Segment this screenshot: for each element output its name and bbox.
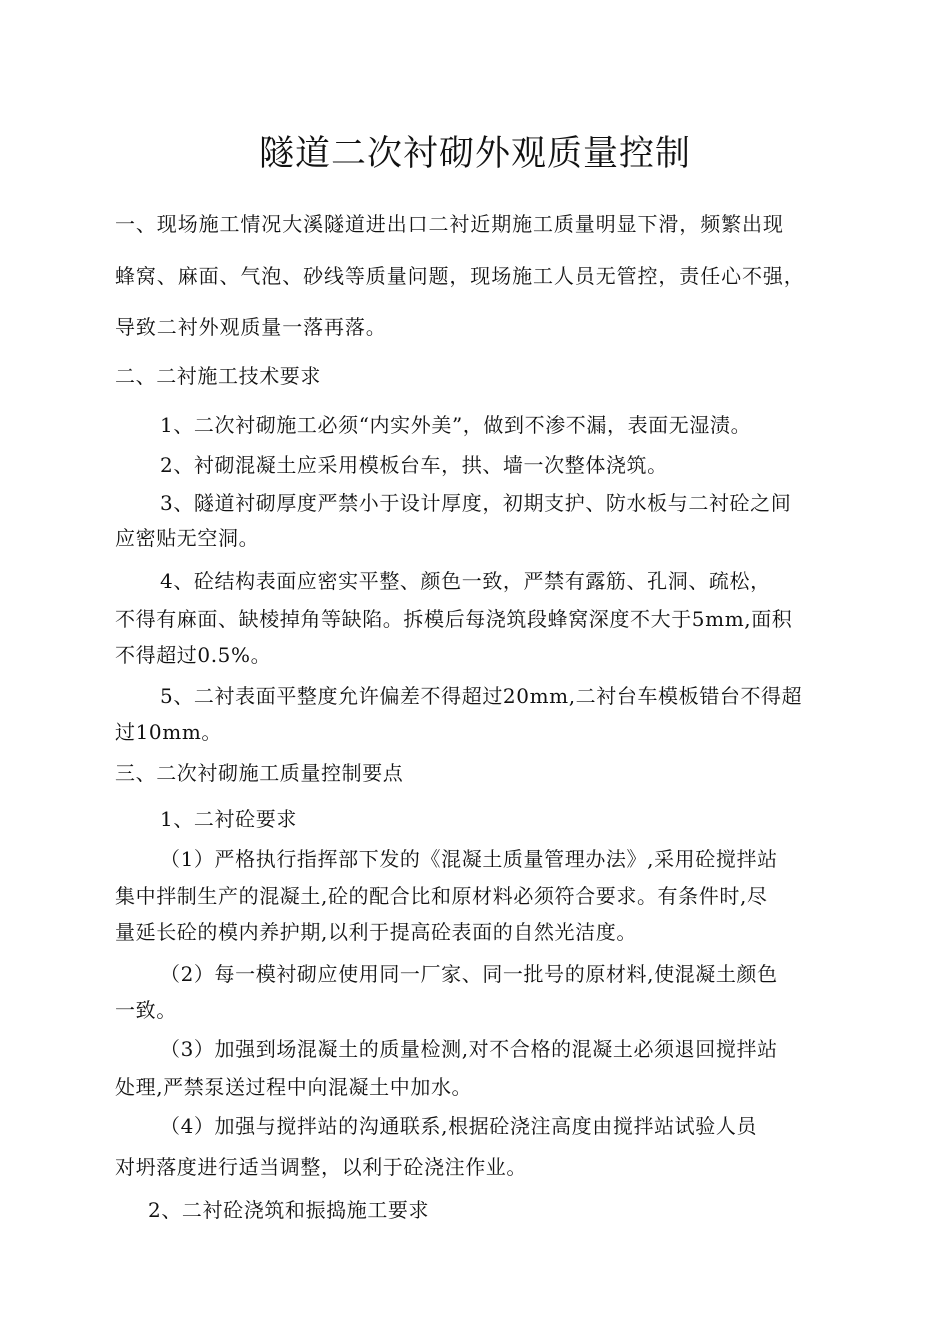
paragraph-line: （2）每一模衬砌应使用同一厂家、同一批号的原材料,使混凝土颜色: [160, 962, 778, 986]
paragraph-line: 3、隧道衬砌厚度严禁小于设计厚度，初期支护、防水板与二衬砼之间: [160, 491, 792, 515]
paragraph-line: （4）加强与搅拌站的沟通联系,根据砼浇注高度由搅拌站试验人员: [160, 1114, 758, 1138]
paragraph-line: 处理,严禁泵送过程中向混凝土中加水。: [115, 1075, 473, 1099]
section-heading: 二、二衬施工技术要求: [115, 364, 321, 388]
paragraph-line: 不得超过0.5%。: [115, 643, 272, 667]
paragraph-line: 过10mm。: [115, 720, 222, 744]
paragraph-line: 应密贴无空洞。: [115, 526, 260, 550]
paragraph-line: 量延长砼的模内养护期,以利于提高砼表面的自然光洁度。: [115, 920, 637, 944]
paragraph-line: 集中拌制生产的混凝土,砼的配合比和原材料必须符合要求。有条件时,尽: [115, 884, 768, 908]
paragraph-line: 对坍落度进行适当调整，以利于砼浇注作业。: [115, 1155, 527, 1179]
paragraph-line: 5、二衬表面平整度允许偏差不得超过20mm,二衬台车模板错台不得超: [160, 684, 803, 708]
paragraph-line: （3）加强到场混凝土的质量检测,对不合格的混凝土必须退回搅拌站: [160, 1037, 778, 1061]
paragraph-line: 一致。: [115, 998, 177, 1022]
paragraph-line: 导致二衬外观质量一落再落。: [115, 315, 387, 339]
paragraph-line: 4、砼结构表面应密实平整、颜色一致，严禁有露筋、孔洞、疏松，: [160, 569, 771, 593]
paragraph-line: 一、现场施工情况大溪隧道进出口二衬近期施工质量明显下滑，频繁出现: [115, 212, 784, 236]
paragraph-line: 1、二次衬砌施工必须“内实外美”，做到不渗不漏，表面无湿渍。: [160, 413, 752, 437]
paragraph-line: 2、衬砌混凝土应采用模板台车，拱、墙一次整体浇筑。: [160, 453, 668, 477]
paragraph-line: 蜂窝、麻面、气泡、砂线等质量问题，现场施工人员无管控，责任心不强，: [115, 264, 805, 288]
section-heading: 三、二次衬砌施工质量控制要点: [115, 761, 404, 785]
document-title: 隧道二次衬砌外观质量控制: [258, 134, 691, 174]
subsection-heading: 1、二衬砼要求: [160, 807, 297, 831]
subsection-heading: 2、二衬砼浇筑和振捣施工要求: [148, 1198, 430, 1222]
paragraph-line: （1）严格执行指挥部下发的《混凝土质量管理办法》,采用砼搅拌站: [160, 847, 778, 871]
paragraph-line: 不得有麻面、缺棱掉角等缺陷。拆模后每浇筑段蜂窝深度不大于5mm,面积: [115, 607, 793, 631]
